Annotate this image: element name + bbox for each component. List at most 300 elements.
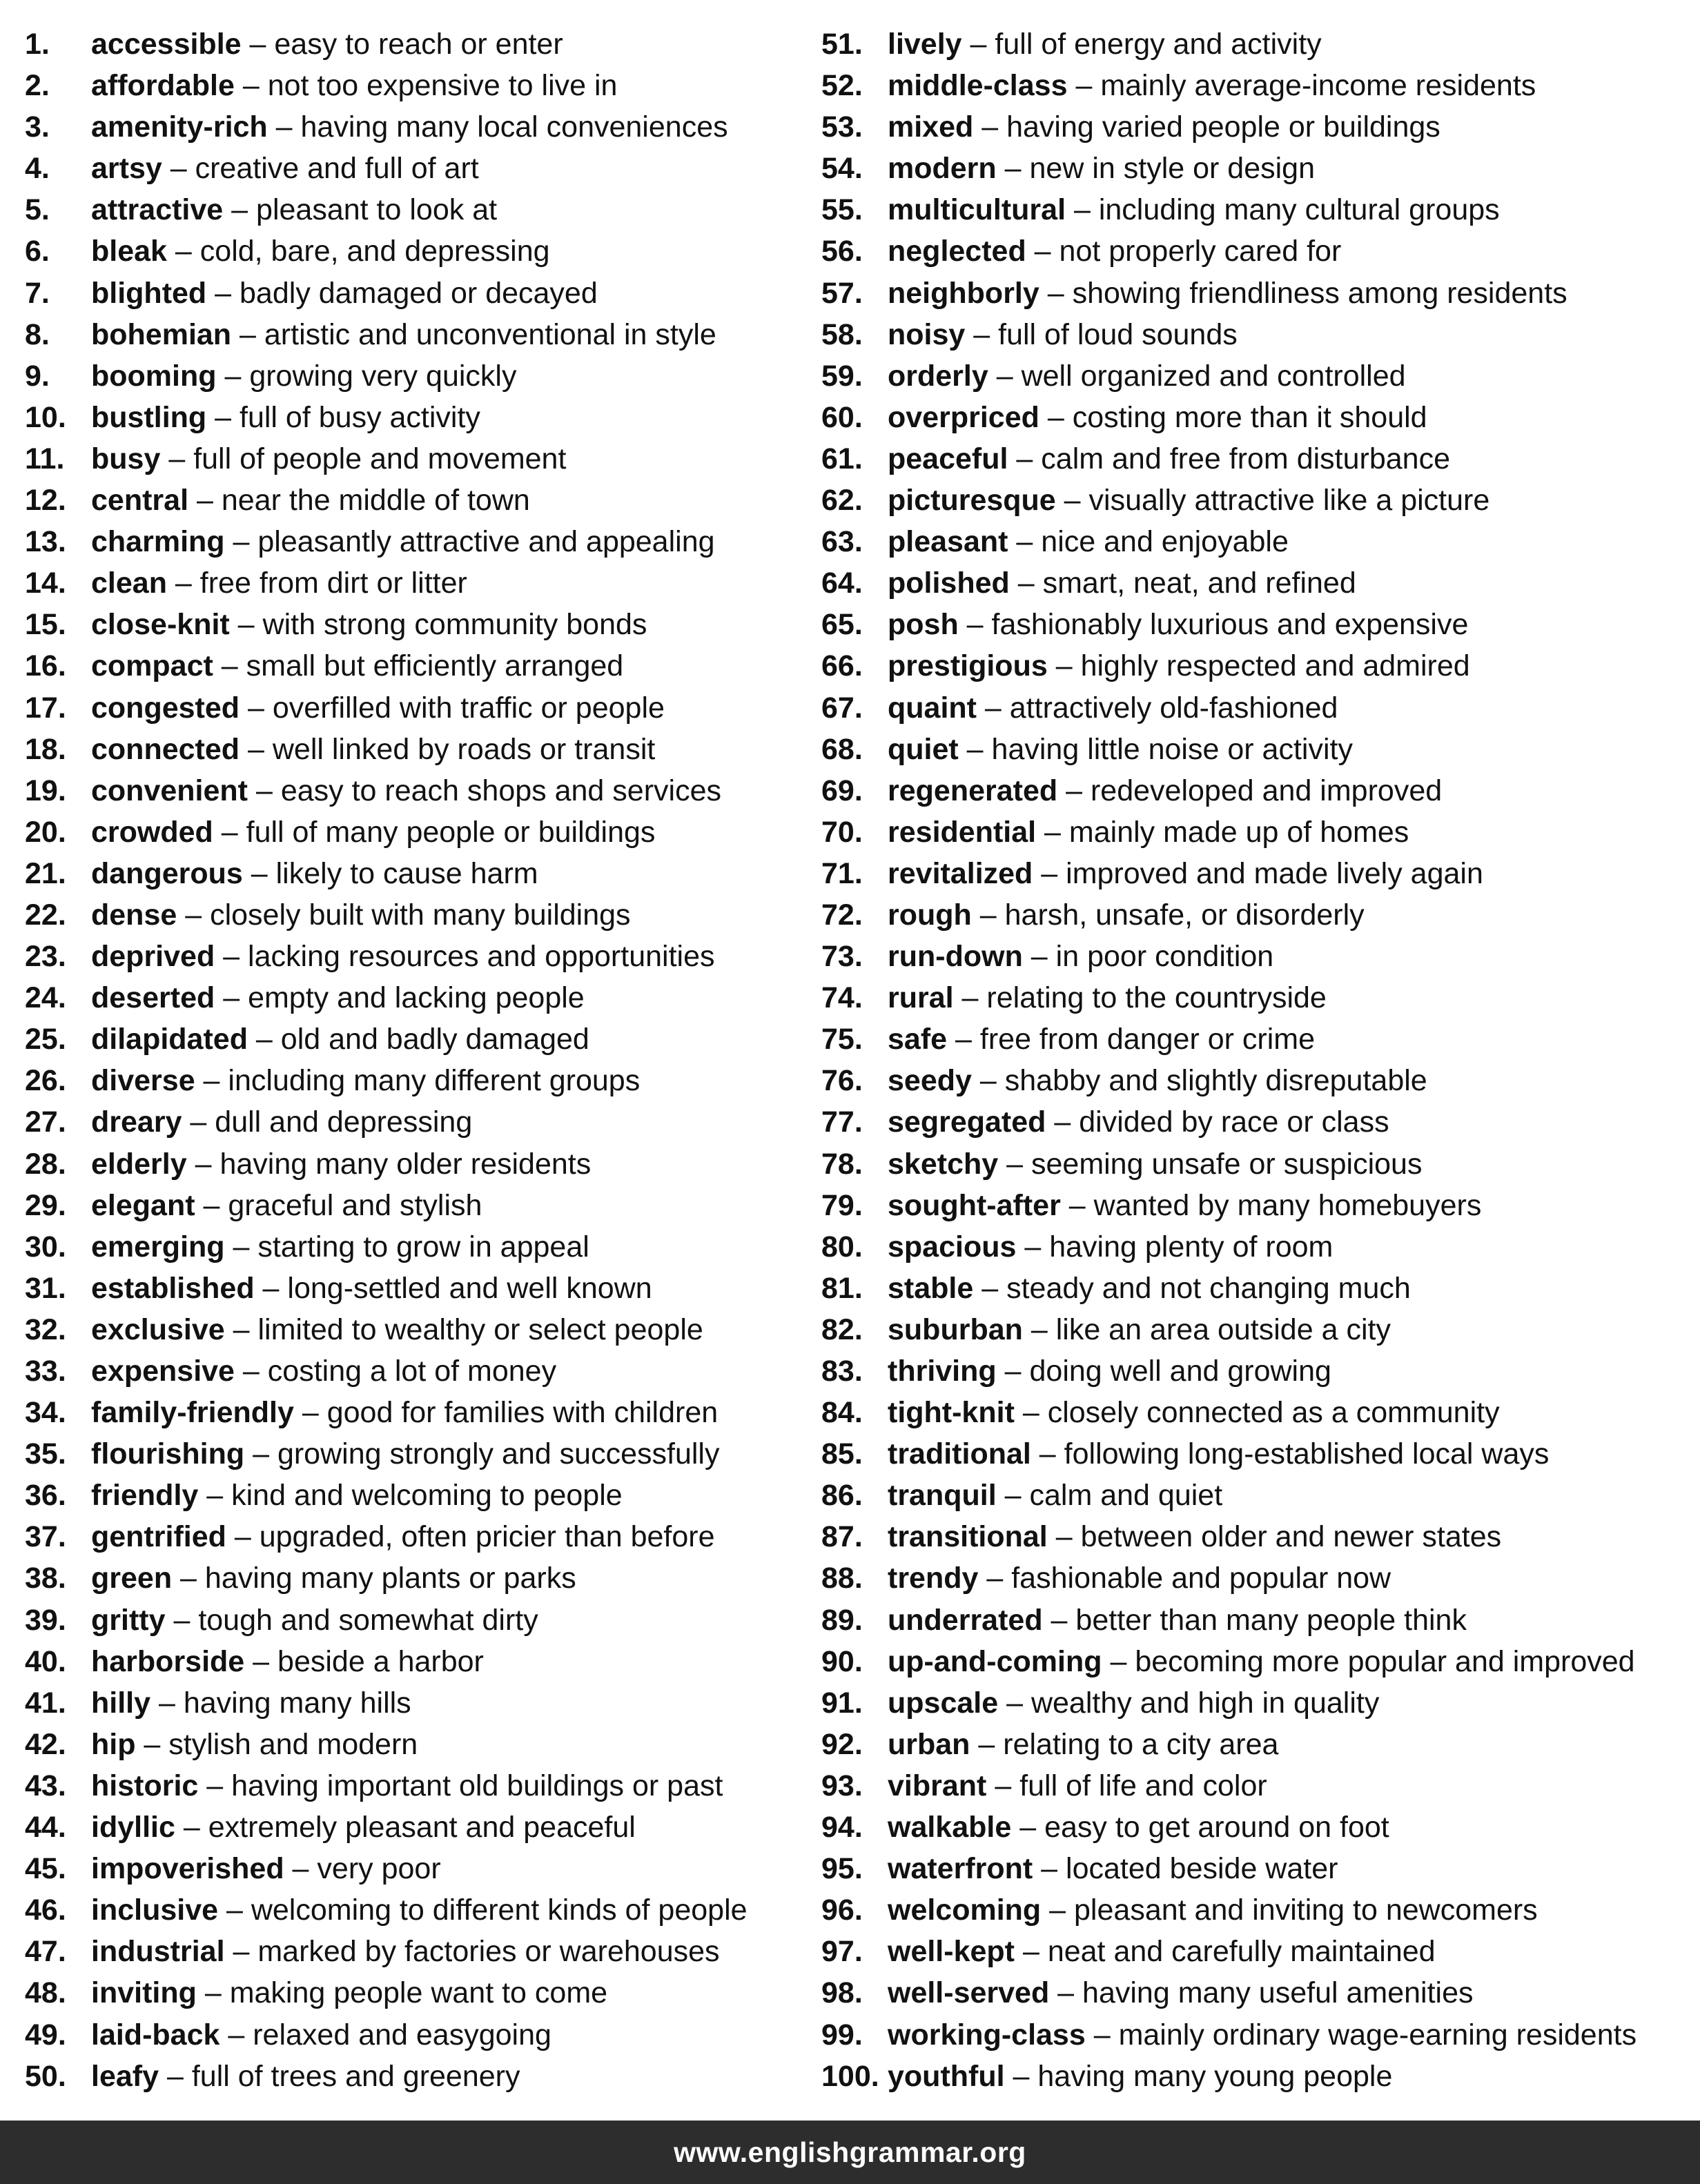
- dash-separator: –: [973, 110, 1007, 144]
- dash-separator: –: [234, 69, 268, 103]
- vocab-definition: having many useful amenities: [1082, 1976, 1474, 2010]
- item-number: 89.: [821, 1603, 863, 1637]
- vocab-word: booming: [91, 359, 217, 393]
- vocab-definition: good for families with children: [326, 1396, 719, 1430]
- list-item: [821, 729, 1692, 770]
- vocab-definition: showing friendliness among residents: [1072, 276, 1567, 310]
- list-item: [25, 811, 819, 853]
- vocab-definition: wanted by many homebuyers: [1093, 1188, 1482, 1222]
- vocab-definition: full of life and color: [1019, 1769, 1267, 1802]
- list-item: [25, 1931, 819, 1972]
- item-number: 69.: [821, 774, 863, 807]
- vocab-definition: full of trees and greenery: [191, 2059, 520, 2093]
- vocab-word: spacious: [888, 1230, 1017, 1263]
- item-number: 46.: [25, 1893, 66, 1927]
- vocab-definition: following long-established local ways: [1064, 1437, 1550, 1471]
- vocab-word: traditional: [888, 1437, 1031, 1471]
- dash-separator: –: [996, 1479, 1030, 1513]
- list-item: [821, 936, 1692, 977]
- dash-separator: –: [224, 1230, 258, 1263]
- vocab-word: overpriced: [888, 400, 1039, 434]
- item-number: 44.: [25, 1811, 66, 1844]
- item-number: 68.: [821, 732, 863, 766]
- dash-separator: –: [241, 28, 275, 61]
- item-number: 29.: [25, 1188, 66, 1222]
- vocab-definition: highly respected and admired: [1080, 649, 1470, 683]
- vocab-word: compact: [91, 649, 213, 683]
- vocab-definition: harsh, unsafe, or disorderly: [1004, 898, 1365, 932]
- list-item: [821, 1600, 1692, 1641]
- dash-separator: –: [1008, 442, 1042, 475]
- vocab-definition: doing well and growing: [1029, 1355, 1331, 1388]
- vocab-definition: old and badly damaged: [280, 1023, 589, 1056]
- list-item: [821, 811, 1692, 853]
- dash-separator: –: [978, 1562, 1012, 1595]
- dash-separator: –: [961, 28, 995, 61]
- item-number: 71.: [821, 856, 863, 890]
- item-number: 1.: [25, 28, 50, 61]
- list-item: [25, 1765, 819, 1807]
- dash-separator: –: [182, 1105, 215, 1139]
- list-item: [821, 65, 1692, 106]
- dash-separator: –: [970, 1727, 1004, 1761]
- item-number: 76.: [821, 1064, 863, 1098]
- vocab-word: polished: [888, 567, 1010, 600]
- dash-separator: –: [186, 1147, 220, 1181]
- vocab-word: impoverished: [91, 1852, 284, 1886]
- item-number: 84.: [821, 1396, 863, 1430]
- list-item: [821, 687, 1692, 729]
- item-number: 92.: [821, 1727, 863, 1761]
- item-number: 95.: [821, 1852, 863, 1886]
- list-item: [25, 1309, 819, 1350]
- list-item: [25, 273, 819, 314]
- vocab-word: rough: [888, 898, 972, 932]
- list-item: [821, 562, 1692, 604]
- list-item: [821, 148, 1692, 189]
- vocab-definition: smart, neat, and refined: [1042, 567, 1356, 600]
- dash-separator: –: [1049, 1976, 1083, 2010]
- vocab-definition: long-settled and well known: [287, 1271, 652, 1305]
- vocab-definition: closely built with many buildings: [210, 898, 631, 932]
- vocab-definition: growing strongly and successfully: [277, 1437, 720, 1471]
- vocab-definition: limited to wealthy or select people: [257, 1312, 703, 1346]
- vocab-definition: mainly average-income residents: [1100, 69, 1536, 103]
- vocab-definition: overfilled with traffic or people: [272, 691, 665, 725]
- vocab-definition: full of energy and activity: [995, 28, 1322, 61]
- vocab-definition: full of people and movement: [193, 442, 567, 475]
- vocab-definition: likely to cause harm: [275, 856, 538, 890]
- list-item: [25, 1889, 819, 1931]
- vocab-definition: easy to get around on foot: [1044, 1811, 1389, 1844]
- list-item: [25, 2056, 819, 2097]
- dash-separator: –: [240, 732, 273, 766]
- vocab-definition: neat and carefully maintained: [1047, 1935, 1436, 1969]
- item-number: 93.: [821, 1769, 863, 1802]
- vocab-definition: calm and quiet: [1029, 1479, 1223, 1513]
- item-number: 62.: [821, 484, 863, 518]
- dash-separator: –: [1055, 484, 1089, 518]
- dash-separator: –: [976, 691, 1010, 725]
- vocab-word: bustling: [91, 400, 207, 434]
- vocab-word: emerging: [91, 1230, 225, 1263]
- list-item: [25, 1143, 819, 1185]
- item-number: 5.: [25, 193, 50, 227]
- vocab-word: crowded: [91, 815, 213, 849]
- vocab-word: connected: [91, 732, 240, 766]
- vocab-definition: steady and not changing much: [1006, 1271, 1411, 1305]
- item-number: 56.: [821, 235, 863, 268]
- list-item: [25, 1807, 819, 1848]
- vocab-definition: including many different groups: [228, 1064, 641, 1098]
- item-number: 83.: [821, 1355, 863, 1388]
- item-number: 75.: [821, 1023, 863, 1056]
- list-item: [25, 1516, 819, 1557]
- vocab-word: gentrified: [91, 1520, 226, 1554]
- vocab-word: sought-after: [888, 1188, 1061, 1222]
- list-item: [25, 645, 819, 687]
- vocab-word: laid-back: [91, 2018, 220, 2052]
- vocab-word: working-class: [888, 2018, 1086, 2052]
- list-item: [821, 1889, 1692, 1931]
- vocab-definition: small but efficiently arranged: [246, 649, 624, 683]
- item-number: 11.: [25, 442, 65, 475]
- vocab-word: mixed: [888, 110, 974, 144]
- dash-separator: –: [195, 1064, 228, 1098]
- vocab-word: dangerous: [91, 856, 243, 890]
- vocab-definition: creative and full of art: [195, 152, 479, 186]
- vocab-word: deserted: [91, 981, 215, 1015]
- vocab-word: seedy: [888, 1064, 972, 1098]
- vocab-word: deprived: [91, 940, 215, 974]
- vocab-word: orderly: [888, 359, 988, 393]
- dash-separator: –: [1057, 774, 1091, 807]
- list-item: [25, 1060, 819, 1101]
- dash-separator: –: [1039, 276, 1073, 310]
- list-item: [25, 977, 819, 1019]
- item-number: 70.: [821, 815, 863, 849]
- vocab-definition: lacking resources and opportunities: [248, 940, 715, 974]
- item-number: 48.: [25, 1976, 66, 2010]
- list-item: [25, 1392, 819, 1433]
- vocab-definition: empty and lacking people: [248, 981, 585, 1015]
- dash-separator: –: [986, 1769, 1020, 1802]
- vocab-definition: fashionably luxurious and expensive: [991, 608, 1469, 642]
- vocab-definition: not too expensive to live in: [267, 69, 618, 103]
- dash-separator: –: [240, 691, 273, 725]
- list-item: [25, 1226, 819, 1268]
- item-number: 32.: [25, 1312, 66, 1346]
- list-item: [25, 853, 819, 894]
- vocab-definition: new in style or design: [1029, 152, 1315, 186]
- list-item: [821, 1807, 1692, 1848]
- item-number: 19.: [25, 774, 66, 807]
- vocab-word: harborside: [91, 1644, 245, 1678]
- list-item: [821, 23, 1692, 65]
- vocab-word: modern: [888, 152, 997, 186]
- dash-separator: –: [226, 1520, 260, 1554]
- vocab-word: regenerated: [888, 774, 1058, 807]
- dash-separator: –: [1102, 1644, 1135, 1678]
- dash-separator: –: [1047, 649, 1081, 683]
- vocab-definition: relating to a city area: [1003, 1727, 1279, 1761]
- list-item: [821, 397, 1692, 438]
- list-item: [821, 977, 1692, 1019]
- item-number: 51.: [821, 28, 863, 61]
- vocab-word: middle-class: [888, 69, 1068, 103]
- item-number: 40.: [25, 1644, 66, 1678]
- dash-separator: –: [998, 1686, 1031, 1720]
- item-number: 60.: [821, 400, 863, 434]
- list-item: [25, 397, 819, 438]
- vocab-word: walkable: [888, 1811, 1012, 1844]
- vocab-definition: well linked by roads or transit: [272, 732, 656, 766]
- item-number: 72.: [821, 898, 863, 932]
- dash-separator: –: [1015, 1935, 1048, 1969]
- item-number: 74.: [821, 981, 863, 1015]
- vocab-definition: very poor: [317, 1852, 441, 1886]
- item-number: 81.: [821, 1271, 863, 1305]
- vocab-definition: easy to reach shops and services: [280, 774, 721, 807]
- vocabulary-list-right: [821, 23, 1692, 2097]
- item-number: 85.: [821, 1437, 863, 1471]
- dash-separator: –: [213, 815, 246, 849]
- vocab-definition: pleasant to look at: [256, 193, 498, 227]
- dash-separator: –: [958, 608, 992, 642]
- list-item: [821, 1226, 1692, 1268]
- item-number: 33.: [25, 1355, 66, 1388]
- vocab-word: elegant: [91, 1188, 195, 1222]
- vocab-definition: shabby and slightly disreputable: [1004, 1064, 1427, 1098]
- dash-separator: –: [198, 1769, 232, 1802]
- vocab-definition: seeming unsafe or suspicious: [1030, 1147, 1423, 1181]
- item-number: 37.: [25, 1520, 66, 1554]
- vocab-definition: having many older residents: [219, 1147, 592, 1181]
- dash-separator: –: [244, 1437, 277, 1471]
- dash-separator: –: [172, 1562, 205, 1595]
- item-number: 15.: [25, 608, 66, 642]
- dash-separator: –: [267, 110, 301, 144]
- item-number: 43.: [25, 1769, 66, 1802]
- dash-separator: –: [965, 317, 999, 351]
- item-number: 49.: [25, 2018, 66, 2052]
- item-number: 80.: [821, 1230, 863, 1263]
- vocab-word: attractive: [91, 193, 224, 227]
- vocab-word: charming: [91, 525, 225, 559]
- dash-separator: –: [1022, 940, 1056, 974]
- vocab-definition: well organized and controlled: [1021, 359, 1406, 393]
- list-item: [821, 189, 1692, 230]
- item-number: 34.: [25, 1396, 66, 1430]
- item-number: 14.: [25, 567, 66, 600]
- vocab-word: green: [91, 1562, 173, 1595]
- vocab-definition: free from dirt or litter: [199, 567, 467, 600]
- list-item: [25, 1350, 819, 1392]
- list-item: [25, 355, 819, 397]
- item-number: 30.: [25, 1230, 66, 1263]
- vocab-word: well-kept: [888, 1935, 1015, 1969]
- vocab-definition: having varied people or buildings: [1006, 110, 1440, 144]
- item-number: 26.: [25, 1064, 66, 1098]
- dash-separator: –: [215, 940, 248, 974]
- vocab-definition: with strong community bonds: [262, 608, 647, 642]
- vocab-definition: redeveloped and improved: [1090, 774, 1443, 807]
- vocab-definition: becoming more popular and improved: [1135, 1644, 1635, 1678]
- vocab-word: bleak: [91, 235, 167, 268]
- item-number: 97.: [821, 1935, 863, 1969]
- item-number: 66.: [821, 649, 863, 683]
- vocab-word: youthful: [888, 2059, 1005, 2093]
- item-number: 16.: [25, 649, 66, 683]
- vocab-definition: easy to reach or enter: [274, 28, 563, 61]
- dash-separator: –: [165, 1603, 199, 1637]
- vocab-word: bohemian: [91, 317, 232, 351]
- list-item: [25, 438, 819, 480]
- vocab-word: segregated: [888, 1105, 1046, 1139]
- list-item: [25, 770, 819, 811]
- item-number: 77.: [821, 1105, 863, 1139]
- vocab-definition: dull and depressing: [215, 1105, 473, 1139]
- dash-separator: –: [1022, 1312, 1056, 1346]
- dash-separator: –: [293, 1396, 327, 1430]
- list-item: [25, 562, 819, 604]
- vocab-definition: artistic and unconventional in style: [264, 317, 716, 351]
- vocab-word: leafy: [91, 2059, 159, 2093]
- item-number: 38.: [25, 1562, 66, 1595]
- vocab-word: transitional: [888, 1520, 1048, 1554]
- vocab-definition: closely connected as a community: [1047, 1396, 1500, 1430]
- item-number: 73.: [821, 940, 863, 974]
- list-item: [25, 1557, 819, 1599]
- vocab-word: hilly: [91, 1686, 151, 1720]
- item-number: 47.: [25, 1935, 66, 1969]
- item-number: 78.: [821, 1147, 863, 1181]
- item-number: 57.: [821, 276, 863, 310]
- vocab-definition: making people want to come: [229, 1976, 608, 2010]
- vocab-definition: welcoming to different kinds of people: [251, 1893, 748, 1927]
- dash-separator: –: [958, 732, 992, 766]
- vocab-definition: better than many people think: [1075, 1603, 1467, 1637]
- list-item: [25, 1600, 819, 1641]
- vocab-definition: calm and free from disturbance: [1041, 442, 1451, 475]
- list-item: [821, 1475, 1692, 1516]
- list-item: [821, 1143, 1692, 1185]
- item-number: 65.: [821, 608, 863, 642]
- item-number: 41.: [25, 1686, 66, 1720]
- vocab-word: family-friendly: [91, 1396, 294, 1430]
- vocab-definition: upgraded, often pricier than before: [259, 1520, 715, 1554]
- dash-separator: –: [947, 1023, 980, 1056]
- item-number: 82.: [821, 1312, 863, 1346]
- vocab-word: underrated: [888, 1603, 1043, 1637]
- dash-separator: –: [1016, 1230, 1050, 1263]
- item-number: 20.: [25, 815, 66, 849]
- vocab-word: gritty: [91, 1603, 166, 1637]
- vocab-word: exclusive: [91, 1312, 225, 1346]
- vocab-word: quiet: [888, 732, 959, 766]
- vocab-word: expensive: [91, 1355, 235, 1388]
- item-number: 54.: [821, 152, 863, 186]
- list-item: [821, 106, 1692, 148]
- list-item: [25, 1724, 819, 1765]
- list-item: [25, 1972, 819, 2014]
- vocab-word: flourishing: [91, 1437, 245, 1471]
- list-item: [821, 853, 1692, 894]
- dash-separator: –: [196, 1976, 230, 2010]
- list-item: [25, 230, 819, 272]
- vocab-definition: costing a lot of money: [267, 1355, 557, 1388]
- list-item: [821, 1185, 1692, 1226]
- vocab-definition: having many plants or parks: [204, 1562, 576, 1595]
- list-item: [821, 894, 1692, 936]
- list-item: [25, 314, 819, 355]
- list-item: [25, 729, 819, 770]
- vocab-word: thriving: [888, 1355, 997, 1388]
- list-item: [821, 1557, 1692, 1599]
- item-number: 79.: [821, 1188, 863, 1222]
- vocab-definition: in poor condition: [1055, 940, 1274, 974]
- vocab-word: accessible: [91, 28, 242, 61]
- dash-separator: –: [166, 567, 200, 600]
- vocab-definition: growing very quickly: [249, 359, 517, 393]
- item-number: 39.: [25, 1603, 66, 1637]
- list-item: [821, 1641, 1692, 1682]
- vocab-definition: having many local conveniences: [300, 110, 728, 144]
- vocab-definition: having many young people: [1037, 2059, 1393, 2093]
- dash-separator: –: [1046, 1105, 1079, 1139]
- item-number: 100.: [821, 2059, 879, 2093]
- vocab-word: blighted: [91, 276, 207, 310]
- dash-separator: –: [188, 484, 222, 518]
- vocab-word: upscale: [888, 1686, 999, 1720]
- vocab-definition: like an area outside a city: [1055, 1312, 1391, 1346]
- vocab-word: central: [91, 484, 189, 518]
- dash-separator: –: [1008, 525, 1042, 559]
- item-number: 86.: [821, 1479, 863, 1513]
- item-number: 94.: [821, 1811, 863, 1844]
- vocab-word: residential: [888, 815, 1037, 849]
- vocab-word: noisy: [888, 317, 966, 351]
- vocab-word: close-knit: [91, 608, 230, 642]
- list-item: [821, 273, 1692, 314]
- vocab-word: picturesque: [888, 484, 1056, 518]
- vocab-word: trendy: [888, 1562, 979, 1595]
- vocab-word: posh: [888, 608, 959, 642]
- vocab-word: industrial: [91, 1935, 225, 1969]
- vocab-word: sketchy: [888, 1147, 999, 1181]
- vocab-definition: marked by factories or warehouses: [257, 1935, 720, 1969]
- item-number: 61.: [821, 442, 863, 475]
- item-number: 36.: [25, 1479, 66, 1513]
- list-item: [821, 1101, 1692, 1143]
- vocab-definition: mainly ordinary wage-earning residents: [1118, 2018, 1637, 2052]
- dash-separator: –: [234, 1355, 268, 1388]
- dash-separator: –: [1042, 1603, 1076, 1637]
- dash-separator: –: [1066, 193, 1099, 227]
- vocab-definition: near the middle of town: [221, 484, 530, 518]
- vocab-word: pleasant: [888, 525, 1008, 559]
- item-number: 12.: [25, 484, 66, 518]
- dash-separator: –: [971, 1064, 1005, 1098]
- dash-separator: –: [998, 1147, 1031, 1181]
- dash-separator: –: [971, 898, 1005, 932]
- vocab-word: friendly: [91, 1479, 199, 1513]
- list-item: [25, 23, 819, 65]
- vocab-word: waterfront: [888, 1852, 1033, 1886]
- list-item: [25, 189, 819, 230]
- vocab-word: tranquil: [888, 1479, 997, 1513]
- item-number: 17.: [25, 691, 66, 725]
